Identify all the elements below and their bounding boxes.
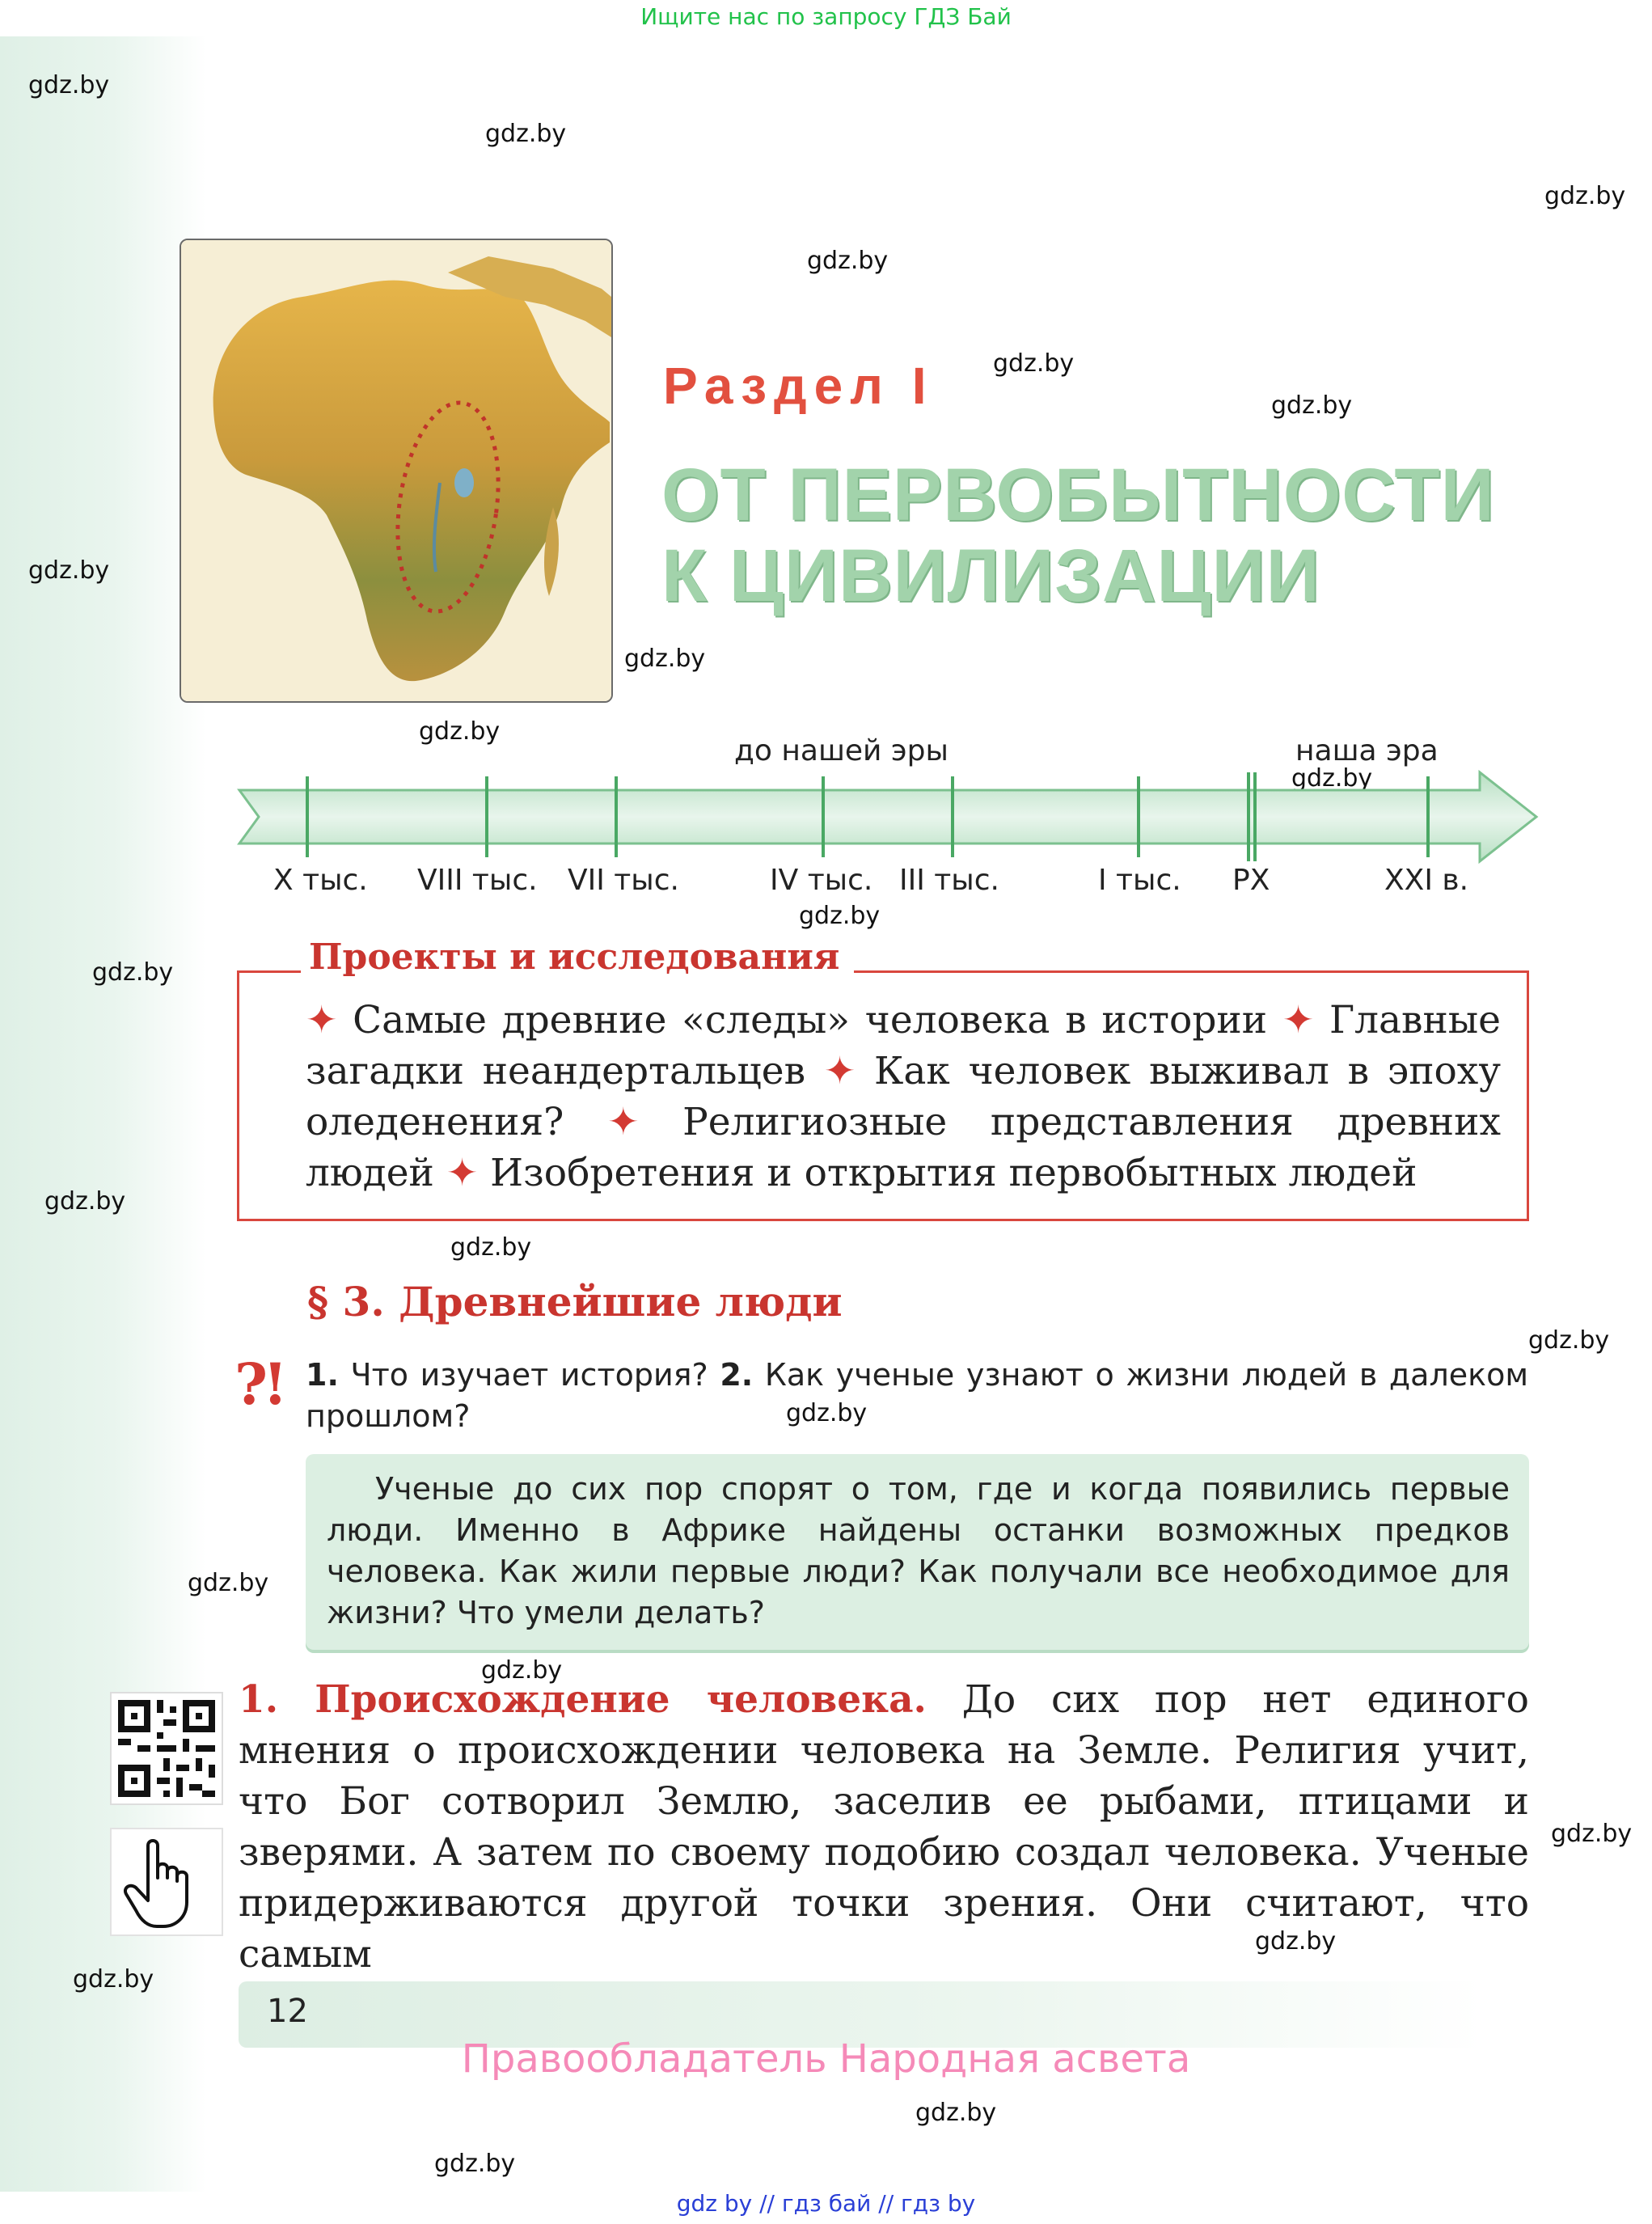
watermark: gdz.by <box>481 1656 563 1685</box>
timeline-tick-label: IV тыс. <box>770 864 873 897</box>
body-heading: 1. Происхождение человека. <box>239 1677 927 1722</box>
watermark: gdz.by <box>1544 182 1626 210</box>
project-item: Как человек выживал в эпоху оледенения? <box>306 1049 1501 1144</box>
watermark: gdz.by <box>1271 391 1353 420</box>
projects-list <box>306 995 1501 1199</box>
timeline-tick-label: VIII тыс. <box>417 864 538 897</box>
question-text: Что изучает история? <box>350 1357 708 1393</box>
watermark: gdz.by <box>450 1233 532 1262</box>
question-number: 2. <box>720 1357 754 1393</box>
section-label: Раздел I <box>663 357 934 415</box>
star-icon: ✦ <box>607 1100 640 1144</box>
star-icon: ✦ <box>446 1151 479 1195</box>
watermark: gdz.by <box>1291 764 1373 793</box>
body-text: До сих пор нет единого мнения о происхождении человека на Земле. Религия учит, что Бог сотворил Землю, заселив ее рыбами, птицами и зверями. А затем по своему подобию создал человека. Ученые придерживаются другой точки зрения. Они считают, что самым <box>239 1677 1529 1977</box>
history-timeline <box>234 728 1544 906</box>
section-title-line1: ОТ ПЕРВОБЫТНОСТИ <box>661 454 1495 536</box>
watermark: gdz.by <box>993 349 1075 378</box>
watermark: gdz.by <box>807 247 889 275</box>
watermark: gdz.by <box>92 958 174 987</box>
qr-code-icon <box>112 1693 222 1803</box>
watermark: gdz.by <box>624 645 706 673</box>
watermark: gdz.by <box>799 902 881 930</box>
star-icon: ✦ <box>306 998 338 1042</box>
projects-title: Проекты и исследования <box>301 937 854 978</box>
watermark: gdz.by <box>915 2099 997 2127</box>
project-item: Религиозные представления древних людей <box>306 1100 1501 1195</box>
timeline-tick-label: I тыс. <box>1098 864 1181 897</box>
watermark: gdz.by <box>1255 1927 1337 1956</box>
top-search-note[interactable]: Ищите нас по запросу ГДЗ Бай <box>640 3 1012 30</box>
timeline-era-ad: наша эра <box>1295 734 1439 767</box>
timeline-era-bc: до нашей эры <box>734 734 949 767</box>
body-paragraph <box>239 1674 1529 1980</box>
question-text: Как ученые узнают о жизни людей в далеком прошлом? <box>306 1357 1528 1434</box>
star-icon: ✦ <box>823 1049 856 1093</box>
watermark: gdz.by <box>485 120 567 148</box>
timeline-tick-label: РХ <box>1232 864 1270 897</box>
project-item: Изобретения и открытия первобытных людей <box>490 1151 1418 1195</box>
question-mark-icon: ?! <box>234 1351 283 1418</box>
section-title-line2: К ЦИВИЛИЗАЦИИ <box>661 535 1320 617</box>
hand-pointer <box>110 1828 223 1936</box>
watermark: gdz.by <box>44 1187 126 1216</box>
watermark: gdz.by <box>1528 1326 1610 1355</box>
timeline-tick-label: VII тыс. <box>568 864 679 897</box>
intro-box <box>306 1454 1529 1650</box>
timeline-tick-label: X тыс. <box>273 864 368 897</box>
timeline-tick-label: III тыс. <box>899 864 999 897</box>
africa-map-image <box>180 239 613 703</box>
watermark: gdz.by <box>1551 1820 1633 1848</box>
star-icon: ✦ <box>1282 998 1315 1042</box>
watermark: gdz.by <box>419 717 501 746</box>
intro-text: Ученые до сих пор спорят о том, где и когда появились первые люди. Именно в Африке найдены останки возможных предков человека. Как жили первые люди? Как получали все необходимое для жизни? Что умели делать? <box>327 1471 1510 1630</box>
watermark: gdz.by <box>28 556 110 585</box>
hand-pointer-icon <box>112 1829 222 1934</box>
copyright-holder: Правообладатель Народная асвета <box>461 2036 1191 2082</box>
watermark: gdz.by <box>188 1569 269 1597</box>
timeline-arrow <box>239 772 1536 861</box>
page-number: 12 <box>267 1993 308 2030</box>
project-item: Самые древние «следы» человека в истории <box>353 998 1268 1042</box>
africa-map-icon <box>181 240 611 701</box>
paragraph-title: § 3. Древнейшие люди <box>307 1278 843 1326</box>
watermark: gdz.by <box>434 2150 516 2178</box>
review-questions <box>306 1355 1528 1437</box>
watermark: gdz.by <box>786 1399 868 1427</box>
watermark: gdz.by <box>28 71 110 99</box>
timeline-tick-label: XXI в. <box>1384 864 1469 897</box>
project-item: Главные загадки неандертальцев <box>306 998 1501 1093</box>
qr-code[interactable] <box>110 1692 223 1805</box>
question-number: 1. <box>306 1357 339 1393</box>
section-title <box>661 455 1495 616</box>
watermark: gdz.by <box>73 1965 154 1994</box>
bottom-site-links[interactable]: gdz by // гдз бай // гдз by <box>676 2190 976 2217</box>
